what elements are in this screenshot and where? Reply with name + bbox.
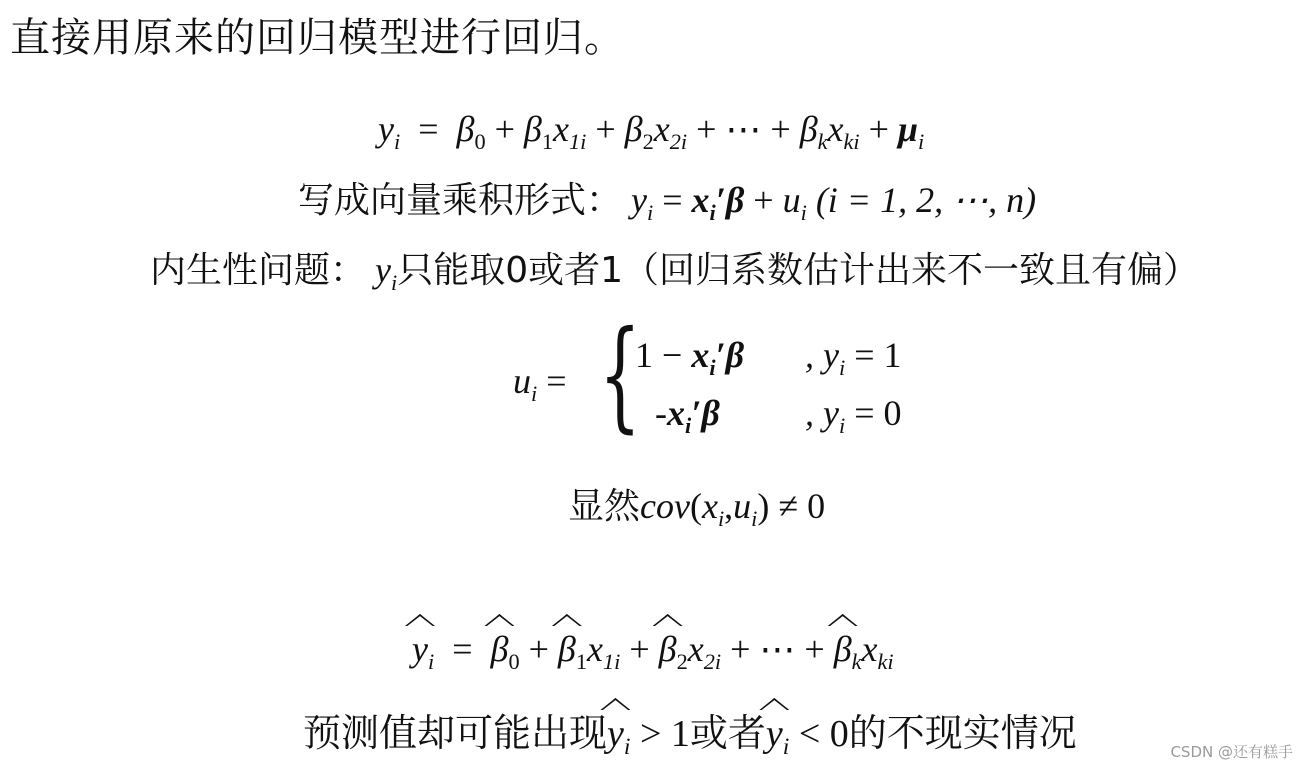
eq7-label: 预测值却可能出现 <box>303 711 608 755</box>
eq1-betak: β <box>799 109 818 149</box>
eq6-beta2-hat: β <box>658 629 677 669</box>
eq6-beta0-sub: 0 <box>508 648 520 674</box>
case-row-2-condition <box>805 392 902 439</box>
eq5-close: ) <box>757 486 770 526</box>
eq5-u-sub: i <box>751 505 758 531</box>
left-brace-icon: { <box>599 306 641 445</box>
eq7-gt: > 1 <box>630 713 690 755</box>
eq3-label: 内生性问题： <box>150 250 367 291</box>
eq6-x2: x <box>687 629 704 669</box>
eq1-plus1: + <box>494 109 515 149</box>
eq7-lt: < 0 <box>789 713 849 755</box>
eq7-yhat1: y <box>607 713 624 755</box>
eq1-x1: x <box>553 109 569 149</box>
row2-beta: β <box>701 393 720 433</box>
prediction-statement <box>303 702 1077 761</box>
eq1-x1-sub: 1i <box>568 128 587 154</box>
eq6-betak-hat: β <box>833 629 852 669</box>
eq1-equals: = <box>418 109 439 149</box>
eq7-tail: 的不现实情况 <box>848 711 1077 755</box>
eq7-yhat2: y <box>765 713 783 755</box>
eq6-equals: = <box>452 629 473 669</box>
eq2-y: y <box>631 180 647 220</box>
row1-prefix: 1 − <box>635 335 692 375</box>
fitted-equation <box>412 628 894 675</box>
eq6-yhat-sub: i <box>427 648 435 674</box>
vector-form-equation <box>298 172 1036 226</box>
eq7-mid: 或者 <box>689 711 766 755</box>
eq4-u: u <box>513 361 531 401</box>
eq6-plus2: + <box>629 629 650 669</box>
eq7-yhat1-sub: i <box>623 734 631 761</box>
eq6-xk-sub: ki <box>877 648 894 674</box>
eq7-yhat2-sub: i <box>782 734 790 761</box>
eq1-beta0-sub: 0 <box>474 128 486 154</box>
eq5-comma: , <box>724 486 734 526</box>
eq1-plus3: + ⋯ + <box>696 109 791 149</box>
case-row-1-expr <box>635 334 744 381</box>
eq2-label: 写成向量乘积形式： <box>298 180 623 221</box>
eq1-mu-sub: i <box>917 128 925 154</box>
eq2-y-sub: i <box>647 199 654 225</box>
eq1-lhs: y <box>378 109 394 149</box>
eq2-equals: = <box>662 180 683 220</box>
row1-beta: β <box>725 335 745 375</box>
eq4-equals: = <box>546 361 567 401</box>
eq4-u-sub: i <box>531 380 538 406</box>
page-title: 直接用原来的回归模型进行回归。 <box>10 15 625 61</box>
eq2-u-sub: i <box>800 199 807 225</box>
eq6-plus1: + <box>528 629 549 669</box>
eq5-x: x <box>701 486 718 526</box>
eq6-beta0-hat: β <box>490 629 509 669</box>
eq1-beta1: β <box>523 109 542 149</box>
eq2-x: x <box>691 180 710 220</box>
regression-equation <box>378 108 924 155</box>
eq2-u: u <box>782 180 801 220</box>
row2-cond-sub: i <box>838 412 846 438</box>
eq1-beta2-sub: 2 <box>642 128 654 154</box>
eq1-xk-sub: ki <box>843 128 860 154</box>
eq1-betak-sub: k <box>817 128 828 154</box>
row2-x: x <box>667 393 685 433</box>
row1-cond: , y <box>805 335 839 375</box>
eq1-plus4: + <box>868 109 889 149</box>
eq5-x-sub: i <box>717 505 725 531</box>
eq1-plus2: + <box>595 109 616 149</box>
eq5-label: 显然 <box>568 486 641 527</box>
eq6-xk: x <box>861 629 878 669</box>
row1-cond-val: = 1 <box>845 335 902 375</box>
case-row-2-expr <box>655 392 720 439</box>
eq5-neq: ≠ 0 <box>769 486 826 526</box>
eq1-beta0: β <box>456 109 475 149</box>
row1-x-sub: i <box>709 354 716 380</box>
eq1-mu: μ <box>897 109 918 149</box>
eq5-open: ( <box>689 486 702 526</box>
eq1-x2: x <box>653 109 670 149</box>
eq2-x-sub: i <box>709 199 716 225</box>
eq6-plus3: + ⋯ + <box>730 629 825 669</box>
eq2-range: (i = 1, 2, ⋯, n) <box>815 180 1037 220</box>
eq6-x2-sub: 2i <box>703 648 722 674</box>
endogeneity-statement <box>150 242 1199 296</box>
row2-prime: ′ <box>691 393 702 433</box>
eq1-lhs-sub: i <box>393 128 401 154</box>
eq2-prime: ′ <box>715 180 726 220</box>
eq1-beta1-sub: 1 <box>541 128 553 154</box>
row1-cond-sub: i <box>838 354 846 380</box>
eq2-beta: β <box>725 180 745 220</box>
row2-cond: , y <box>805 393 839 433</box>
eq6-beta1-sub: 1 <box>575 648 587 674</box>
row1-x: x <box>691 335 710 375</box>
eq3-y: y <box>375 250 391 290</box>
eq6-beta2-sub: 2 <box>676 648 688 674</box>
eq3-y-sub: i <box>391 269 398 295</box>
eq1-xk: x <box>827 109 844 149</box>
eq1-beta2: β <box>624 109 643 149</box>
eq1-x2-sub: 2i <box>669 128 688 154</box>
eq6-x1-sub: 1i <box>602 648 621 674</box>
case-row-1-condition <box>805 334 902 381</box>
eq6-x1: x <box>587 629 603 669</box>
eq6-yhat: y <box>412 629 428 669</box>
eq2-plus: + <box>753 180 774 220</box>
watermark: CSDN @还有糕手 <box>1170 743 1293 761</box>
row1-prime: ′ <box>715 335 726 375</box>
cases-lhs <box>513 360 567 407</box>
eq6-beta1-hat: β <box>557 629 576 669</box>
eq5-u: u <box>733 486 752 526</box>
row2-prefix: - <box>655 393 667 433</box>
eq6-betak-sub: k <box>851 648 862 674</box>
row2-cond-val: = 0 <box>845 393 902 433</box>
eq5-cov: cov <box>640 486 690 526</box>
row2-x-sub: i <box>685 412 692 438</box>
covariance-statement <box>568 478 825 532</box>
error-term-cases <box>513 306 973 450</box>
eq3-text: 只能取0或者1（回归系数估计出来不一致且有偏） <box>397 250 1200 291</box>
